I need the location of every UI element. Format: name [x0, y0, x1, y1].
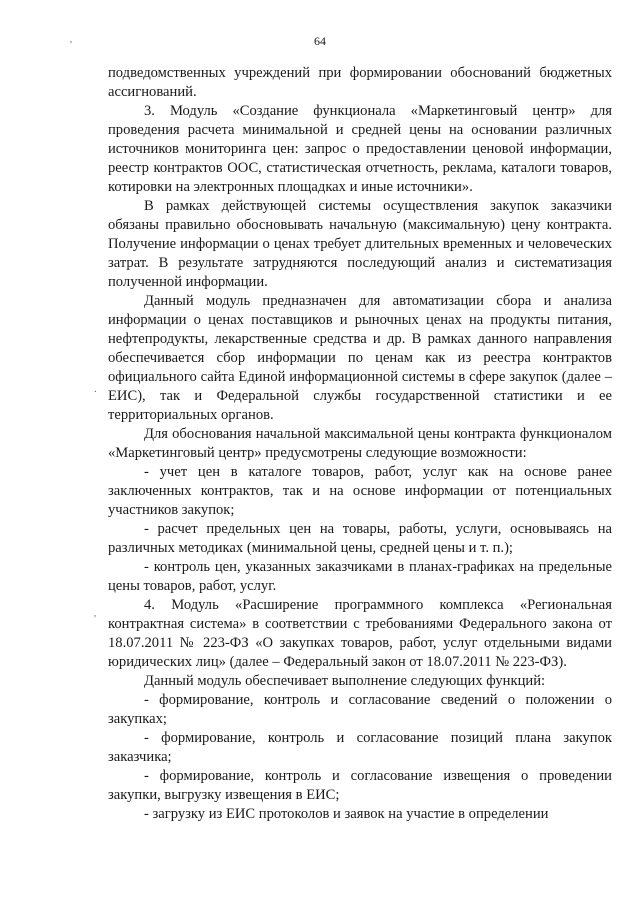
list-item: - формирование, контроль и согласование сведений о положении о закупках;	[108, 692, 612, 727]
list-item: - формирование, контроль и согласование позиций плана закупок заказчика;	[108, 730, 612, 765]
list-item: - загрузку из ЕИС протоколов и заявок на участие в определении	[144, 806, 549, 822]
list-item: - расчет предельных цен на товары, работы, услуги, основываясь на различных методиках (минимальной цены, средней цены и т. п.);	[108, 521, 612, 556]
paragraph: 3. Модуль «Создание функционала «Маркетинговый центр» для проведения расчета минимальной и средней цены на основании различных источников мониторинга цен: запрос о предоставлении ценовой информации, реестр контрактов ООС, статистическая отчетность, реклама, каталоги товаров, котировки на электронных площадках и иные источники».	[108, 103, 612, 195]
paragraph: подведомственных учреждений при формировании обоснований бюджетных ассигнований.	[108, 65, 612, 100]
margin-mark: '	[94, 613, 96, 625]
list-item: - контроль цен, указанных заказчиками в планах-графиках на предельные цены товаров, работ, услуг.	[108, 559, 612, 594]
margin-mark: '	[70, 39, 72, 51]
margin-mark: .	[94, 383, 97, 395]
list-item: - формирование, контроль и согласование извещения о проведении закупки, выгрузку извещения в ЕИС;	[108, 768, 612, 803]
paragraph: Данный модуль предназначен для автоматизации сбора и анализа информации о ценах поставщиков и рыночных ценах на продукты питания, нефтепродукты, лекарственные средства и др. В рамках данного направления обеспечивается сбор информации по ценам как из реестра контрактов официального сайта Единой информационной системы в сфере закупок (далее – ЕИС), так и Федеральной службы государственной статистики и ее территориальных органов.	[108, 293, 612, 423]
document-body	[108, 64, 612, 824]
paragraph: Данный модуль обеспечивает выполнение следующих функций:	[144, 673, 546, 689]
paragraph: В рамках действующей системы осуществления закупок заказчики обязаны правильно обосновывать начальную (максимальную) цену контракта. Получение информации о ценах требует длительных временных и человеческих затрат. В результате затрудняются последующий анализ и систематизация полученной информации.	[108, 198, 612, 290]
page-number: 64	[314, 34, 326, 48]
list-item: - учет цен в каталоге товаров, работ, услуг как на основе ранее заключенных контрактов, так и на основе информации от потенциальных участников закупок;	[108, 464, 612, 518]
paragraph: 4. Модуль «Расширение программного комплекса «Региональная контрактная система» в соответствии с требованиями Федерального закона от 18.07.2011 № 223-ФЗ «О закупках товаров, работ, услуг отдельными видами юридических лиц» (далее – Федеральный закон от 18.07.2011 № 223-ФЗ).	[108, 597, 612, 670]
paragraph: Для обоснования начальной максимальной цены контракта функционалом «Маркетинговый центр» предусмотрены следующие возможности:	[108, 426, 612, 461]
